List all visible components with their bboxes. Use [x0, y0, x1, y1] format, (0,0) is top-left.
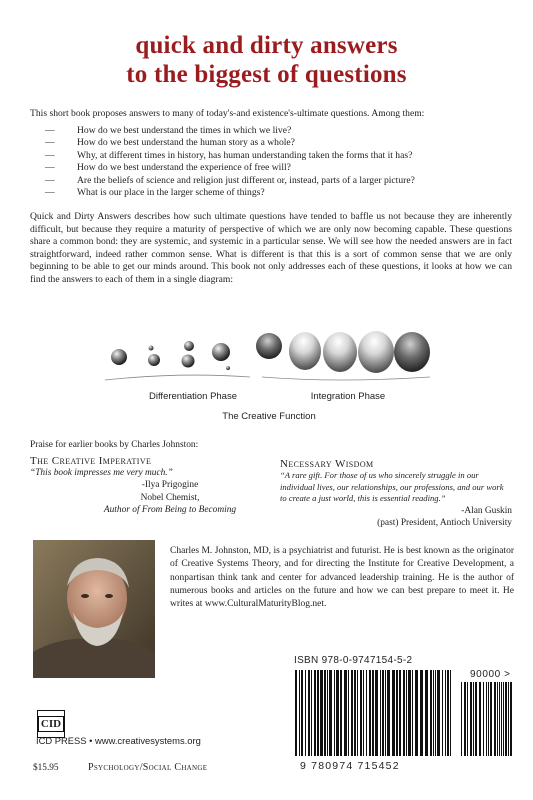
barcode-bar [408, 670, 411, 756]
differentiation-label: Differentiation Phase [148, 391, 238, 402]
category: Psychology/Social Change [88, 762, 208, 773]
addon-barcode-bar [505, 682, 507, 756]
attribution [30, 479, 270, 516]
addon-barcode-bar [475, 682, 477, 756]
addon-barcode-bar [488, 682, 489, 756]
credit-prefix: Author of [103, 504, 142, 515]
barcode-bars [295, 670, 451, 756]
addon-barcode-bar [501, 682, 502, 756]
barcode-bar [430, 670, 432, 756]
barcode-bar [351, 670, 353, 756]
barcode-bar [403, 670, 405, 756]
addon-barcode-bar [464, 682, 466, 756]
barcode-bar [375, 670, 378, 756]
publisher-logo-text: CID [38, 716, 64, 732]
attribution-role: Nobel Chemist, [140, 492, 200, 503]
creative-function-diagram [0, 325, 533, 430]
barcode-bar [329, 670, 332, 756]
barcode-bar [340, 670, 342, 756]
barcode-bar [299, 670, 300, 756]
list-item [45, 150, 515, 162]
barcode-bar [317, 670, 319, 756]
addon-barcode-bar [494, 682, 496, 756]
sphere-icon [358, 331, 394, 373]
barcode-bar [327, 670, 328, 756]
price-code: 90000 > [470, 669, 511, 680]
book-title: The Creative Imperative [30, 455, 152, 467]
attribution-credit [70, 504, 270, 516]
addon-barcode-bars [461, 682, 512, 756]
intro-text: This short book proposes answers to many of today's-and existence's-ultimate questions. Among them: [30, 108, 425, 119]
praise-right [280, 458, 512, 529]
praise-quote: “This book impresses me very much.” [30, 468, 173, 479]
barcode-bar [357, 670, 358, 756]
addon-barcode-bar [483, 682, 484, 756]
body-paragraph: Quick and Dirty Answers describes how such ultimate questions have tended to baffle us not because they are inherently difficult, but because they require a maturity of perspective of which we are only now becoming capable. These questions share a common bond: they are systemic, and systemic in a particular sense. We will see how the needed answers are in fact straightforward, indeed rather common sense. What is different is that this is a sort of common sense that we are only beginning to be able to get our minds around. This book not only addresses each of these questions, it looks at how we can find the answers to each of them in a single diagram: [30, 211, 512, 285]
credit-title: From Being to Becoming [141, 504, 237, 515]
list-item [45, 187, 515, 199]
question-text: How do we best understand the experience of free will? [77, 162, 291, 174]
question-text: How do we best understand the human story as a whole? [77, 137, 295, 149]
barcode-bar [450, 670, 451, 756]
barcode-bar [308, 670, 310, 756]
barcode-bar [369, 670, 371, 756]
barcode-bar [420, 670, 423, 756]
dash: — [45, 187, 55, 199]
addon-barcode-bar [470, 682, 472, 756]
barcode-bar [380, 670, 381, 756]
list-item [45, 137, 515, 149]
barcode-bar [387, 670, 390, 756]
barcode-bar [301, 670, 303, 756]
attribution-name: -Ilya Prigogine [141, 480, 199, 491]
question-text: What is our place in the larger scheme of things? [77, 187, 265, 199]
barcode-bar [382, 670, 384, 756]
barcode-bar [320, 670, 323, 756]
addon-barcode-bar [497, 682, 498, 756]
addon-barcode-bar [486, 682, 487, 756]
barcode-bar [366, 670, 367, 756]
attribution-name: -Alan Guskin [461, 505, 512, 516]
barcode-bar [412, 670, 413, 756]
dash: — [45, 137, 55, 149]
praise-intro: Praise for earlier books by Charles Johnston: [30, 440, 199, 450]
addon-barcode-bar [490, 682, 492, 756]
phase-arc [262, 377, 430, 380]
sphere-icon [256, 333, 282, 359]
question-text: How do we best understand the times in which we live? [77, 125, 292, 136]
barcode-bar [348, 670, 349, 756]
sphere-icon [323, 332, 357, 372]
headline-line-1: quick and dirty answers [135, 32, 398, 59]
barcode-bar [336, 670, 339, 756]
dash: — [45, 149, 55, 161]
addon-barcode-bar [479, 682, 481, 756]
addon-barcode-bar [499, 682, 500, 756]
barcode-bar [372, 670, 374, 756]
praise-quote: “A rare gift. For those of us who sincerely struggle in our individual lives, our relationships, our professions, and our work to create a just world, this is essential reading.” [280, 470, 504, 504]
barcode-bar [344, 670, 347, 756]
barcode-bar [396, 670, 398, 756]
author-photo [33, 540, 155, 678]
barcode-bar [445, 670, 446, 756]
headline-line-2: to the biggest of questions [126, 61, 407, 88]
integration-label: Integration Phase [310, 391, 386, 402]
addon-barcode-bar [508, 682, 509, 756]
addon-barcode-bar [461, 682, 462, 756]
barcode-bar [433, 670, 434, 756]
list-item [45, 162, 515, 174]
sphere-icon [148, 354, 160, 366]
barcode-bar [425, 670, 428, 756]
question-list [45, 125, 515, 199]
barcode-bar [363, 670, 364, 756]
attribution-role: (past) President, Antioch University [377, 517, 512, 528]
author-portrait [33, 540, 155, 678]
phase-arc [105, 375, 250, 380]
sphere-icon [226, 366, 230, 370]
barcode-bar [305, 670, 306, 756]
list-item [45, 175, 515, 187]
barcode-bar [385, 670, 386, 756]
sphere-icon [212, 343, 230, 361]
barcode-bar [437, 670, 440, 756]
sphere-icon [394, 332, 430, 372]
addon-barcode-bar [467, 682, 468, 756]
dash: — [45, 162, 55, 174]
addon-barcode-bar [473, 682, 474, 756]
sphere-icon [289, 332, 321, 370]
barcode-bar [360, 670, 362, 756]
barcode-bar [435, 670, 436, 756]
barcode-bar [295, 670, 297, 756]
barcode-bar [311, 670, 312, 756]
barcode-bar [314, 670, 316, 756]
price: $15.95 [33, 763, 59, 773]
question-text: Are the beliefs of science and religion just different or, instead, parts of a larger picture? [77, 174, 415, 186]
addon-barcode-bar [503, 682, 504, 756]
barcode-bar [406, 670, 407, 756]
publisher-line: ICD PRESS • www.creativesystems.org [36, 735, 201, 746]
addon-barcode-bar [510, 682, 512, 756]
list-item [45, 125, 515, 137]
sphere-icon [111, 349, 127, 365]
barcode-bar [324, 670, 326, 756]
sphere-icon [182, 355, 195, 368]
barcode-bar [447, 670, 449, 756]
diagram-caption: The Creative Function [222, 411, 316, 422]
barcode-bar [399, 670, 401, 756]
question-text: Why, at different times in history, has human understanding taken the forms that it has? [77, 149, 413, 161]
dash: — [45, 174, 55, 186]
barcode-bar [354, 670, 356, 756]
dash: — [45, 125, 55, 136]
ean-number: 9 780974 715452 [300, 760, 400, 772]
barcode-bar [415, 670, 418, 756]
sphere-icon [149, 346, 154, 351]
barcode-bar [334, 670, 335, 756]
publisher-logo [37, 710, 65, 738]
barcode-bar [442, 670, 443, 756]
sphere-icon [184, 341, 194, 351]
praise-left [30, 455, 270, 516]
book-title: Necessary Wisdom [280, 458, 374, 470]
isbn-text: ISBN 978-0-9747154-5-2 [294, 655, 413, 666]
barcode-bar [392, 670, 395, 756]
author-bio: Charles M. Johnston, MD, is a psychiatrist and futurist. He is best known as the originator of Creative Systems Theory, and for directing the Institute for Creative Development, a nonpartisan think tank and center for advanced leadership training. He is the author of numerous books and articles on the future and how we can best prepare to meet it. He writes at www.CulturalMaturityBlog.net. [170, 546, 514, 610]
